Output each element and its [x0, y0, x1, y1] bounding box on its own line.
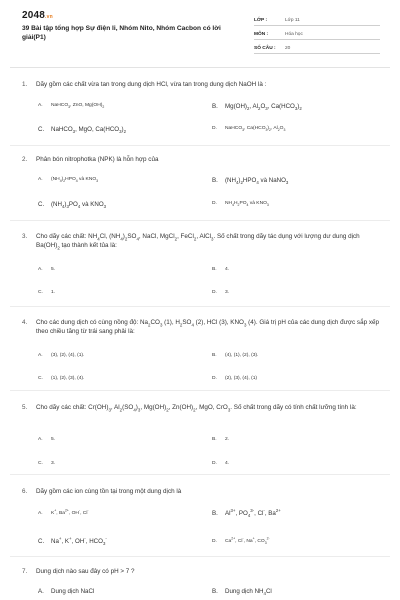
option-b[interactable]: [212, 507, 281, 519]
option-letter: D.: [212, 126, 217, 131]
document-header: [0, 0, 400, 62]
question-separator: [10, 306, 390, 307]
option-text: 4.: [225, 461, 230, 466]
option-c[interactable]: [38, 535, 107, 547]
question-separator: [10, 145, 390, 146]
option-text: $NH_4H_2PO_4$ và $KNO_3$: [225, 201, 269, 207]
question-text: [22, 487, 382, 496]
question-separator: [10, 556, 390, 557]
option-letter: A.: [38, 177, 43, 182]
question-text: [22, 318, 382, 337]
option-text: $(NH_4)_3PO_4$ và $KNO_3$: [51, 201, 107, 210]
option-letter: B.: [212, 103, 218, 110]
option-text: 2.: [225, 437, 230, 442]
option-letter: A.: [38, 267, 43, 272]
question-6: [22, 487, 382, 496]
question-number: 3.: [22, 233, 28, 240]
meta-row-subject: MÔN : Hóa học: [254, 26, 380, 40]
option-letter: B.: [212, 510, 218, 517]
question-2: [22, 155, 382, 164]
option-a[interactable]: [38, 103, 104, 108]
option-letter: C.: [38, 538, 45, 545]
option-c[interactable]: [38, 376, 84, 381]
option-d[interactable]: [212, 126, 285, 131]
option-text: 1.: [51, 290, 56, 295]
question-number: 5.: [22, 404, 28, 411]
option-a[interactable]: [38, 437, 55, 442]
question-1: [22, 80, 382, 89]
question-text: [22, 232, 382, 251]
option-c[interactable]: [38, 461, 55, 466]
option-text: (3), (2), (4), (1).: [51, 353, 85, 358]
question-body: Dung dịch nào sau đây có pH > 7 ?: [36, 568, 135, 575]
option-b[interactable]: [212, 588, 272, 595]
meta-row-question-count: SỐ CÂU : 20: [254, 40, 380, 54]
meta-row-class: LỚP : Lớp 11: [254, 12, 380, 26]
option-text: Dung dịch $NH_4Cl$: [225, 588, 272, 597]
option-letter: A.: [38, 510, 43, 516]
option-text: (2), (3), (4), (1): [225, 376, 258, 381]
option-text: NaHCO$_3$, ZnO, $Mg(OH)_2$: [51, 103, 105, 109]
question-number: 7.: [22, 568, 28, 575]
question-body: Dãy gồm các ion cùng tồn tại trong một dung dịch là: [36, 488, 182, 495]
option-text: NaHCO$_3$, $Ca(HCO_3)_2$, $Al_2O_3$: [225, 126, 286, 132]
question-separator: [10, 474, 390, 475]
question-number: 2.: [22, 156, 28, 163]
option-text: $Mg(OH)_2$, $Al_2O_3$, $Ca(HCO_3)_2$: [225, 103, 302, 112]
question-number: 4.: [22, 319, 28, 326]
question-7: [22, 567, 382, 576]
option-a[interactable]: [38, 353, 84, 358]
option-text: $Ca^{2+}$, Cl-, Na+, $CO_3^{2-}$: [225, 536, 270, 545]
option-text: 4.: [225, 267, 230, 272]
option-text: $(NH_4)_2HPO_4$ và $KNO_3$: [51, 177, 99, 183]
option-letter: C.: [38, 461, 43, 466]
option-text: $(NH_4)_2HPO_4$ và NaNO$_3$: [225, 177, 289, 186]
option-text: $Al^{3+}$, $PO_4^{3-}$, Cl-, $Ba^{2+}$: [225, 507, 281, 519]
question-5: [22, 403, 382, 412]
option-letter: D.: [212, 290, 217, 295]
option-text: Na+, K+, OH-, $HCO_3^-$: [51, 535, 107, 547]
option-letter: C.: [38, 201, 45, 208]
option-letter: D.: [212, 538, 217, 544]
question-number: 6.: [22, 488, 28, 495]
question-body: Cho dãy các chất: $NH_4Cl$, $(NH_4)_2SO_4$, NaCl, MgCl$_2$, FeCl$_2$, AlCl$_3$. Số chất trong dãy tác dụng với lượng dư dung dịch $Ba(OH)_2$ tạo thành kết tủa là:: [36, 233, 360, 251]
option-text: K+, $Ba^{2+}$, OH-, Cl-: [51, 508, 89, 516]
option-letter: A.: [38, 588, 44, 595]
question-body: Phân bón nitrophotka (NPK) là hỗn hợp của: [36, 156, 159, 163]
option-letter: A.: [38, 437, 43, 442]
document-meta: [254, 12, 380, 54]
option-c[interactable]: [38, 290, 55, 295]
option-d[interactable]: [212, 376, 257, 381]
option-text: 5.: [51, 437, 56, 442]
option-letter: B.: [212, 267, 217, 272]
option-d[interactable]: [212, 290, 229, 295]
option-letter: A.: [38, 103, 43, 108]
question-text: [22, 80, 382, 89]
option-letter: D.: [212, 376, 217, 381]
option-letter: B.: [212, 437, 217, 442]
question-3: [22, 232, 382, 251]
question-4: [22, 318, 382, 337]
question-text: [22, 403, 382, 412]
option-a[interactable]: [38, 177, 98, 182]
option-a[interactable]: [38, 510, 89, 516]
option-letter: C.: [38, 290, 43, 295]
question-body: Dãy gồm các chất vừa tan trong dung dịch HCl, vừa tan trong dung dịch NaOH là :: [36, 81, 267, 88]
option-d[interactable]: [212, 461, 229, 466]
document-title: 39 Bài tập tổng hợp Sự điện li, Nhóm Nito, Nhóm Cacbon có lời giải(P1): [22, 25, 221, 41]
option-d[interactable]: [212, 538, 270, 544]
option-a[interactable]: [38, 267, 55, 272]
option-b[interactable]: [212, 103, 302, 110]
question-body: Cho dãy các chất: $Cr(OH)_3$, $Al_2(SO_4)_3$, $Mg(OH)_2$, $Zn(OH)_2$, MgO, CrO$_3$. Số chất trong dãy có tính chất lưỡng tính là:: [36, 404, 357, 413]
question-text: [22, 567, 382, 576]
option-letter: C.: [38, 126, 45, 133]
option-b[interactable]: [212, 177, 288, 184]
option-b[interactable]: [212, 267, 229, 272]
option-letter: B.: [212, 588, 218, 595]
question-separator: [10, 220, 390, 221]
option-text: 5.: [51, 267, 56, 272]
option-b[interactable]: [212, 353, 258, 358]
option-letter: B.: [212, 177, 218, 184]
option-c[interactable]: [38, 201, 106, 208]
option-text: Dung dịch NaCl: [51, 588, 95, 595]
option-text: 3.: [51, 461, 56, 466]
option-c[interactable]: [38, 126, 126, 133]
option-letter: D.: [212, 461, 217, 466]
question-body: Cho các dung dịch có cùng nồng độ: $Na_2CO_3$ (1), $H_2SO_4$ (2), HCl (3), $KNO_3$ (4). Giá trị pH của các dung dịch được sắp xếp theo chiều tăng từ trái sang phải là:: [36, 319, 379, 336]
option-a[interactable]: [38, 588, 94, 595]
option-letter: B.: [212, 353, 217, 358]
option-letter: C.: [38, 376, 43, 381]
question-number: 1.: [22, 81, 28, 88]
site-logo[interactable]: 2048.vn: [22, 10, 53, 21]
option-text: (1), (2), (3), (4).: [51, 376, 85, 381]
question-separator: [10, 390, 390, 391]
option-letter: D.: [212, 201, 217, 206]
option-text: 3.: [225, 290, 230, 295]
question-text: [22, 155, 382, 164]
header-divider: [10, 67, 390, 68]
option-b[interactable]: [212, 437, 229, 442]
option-text: NaHCO$_3$, MgO, $Ca(HCO_3)_2$: [51, 126, 127, 135]
option-letter: A.: [38, 353, 43, 358]
option-d[interactable]: [212, 201, 269, 206]
option-text: (4), (1), (2), (3).: [225, 353, 259, 358]
